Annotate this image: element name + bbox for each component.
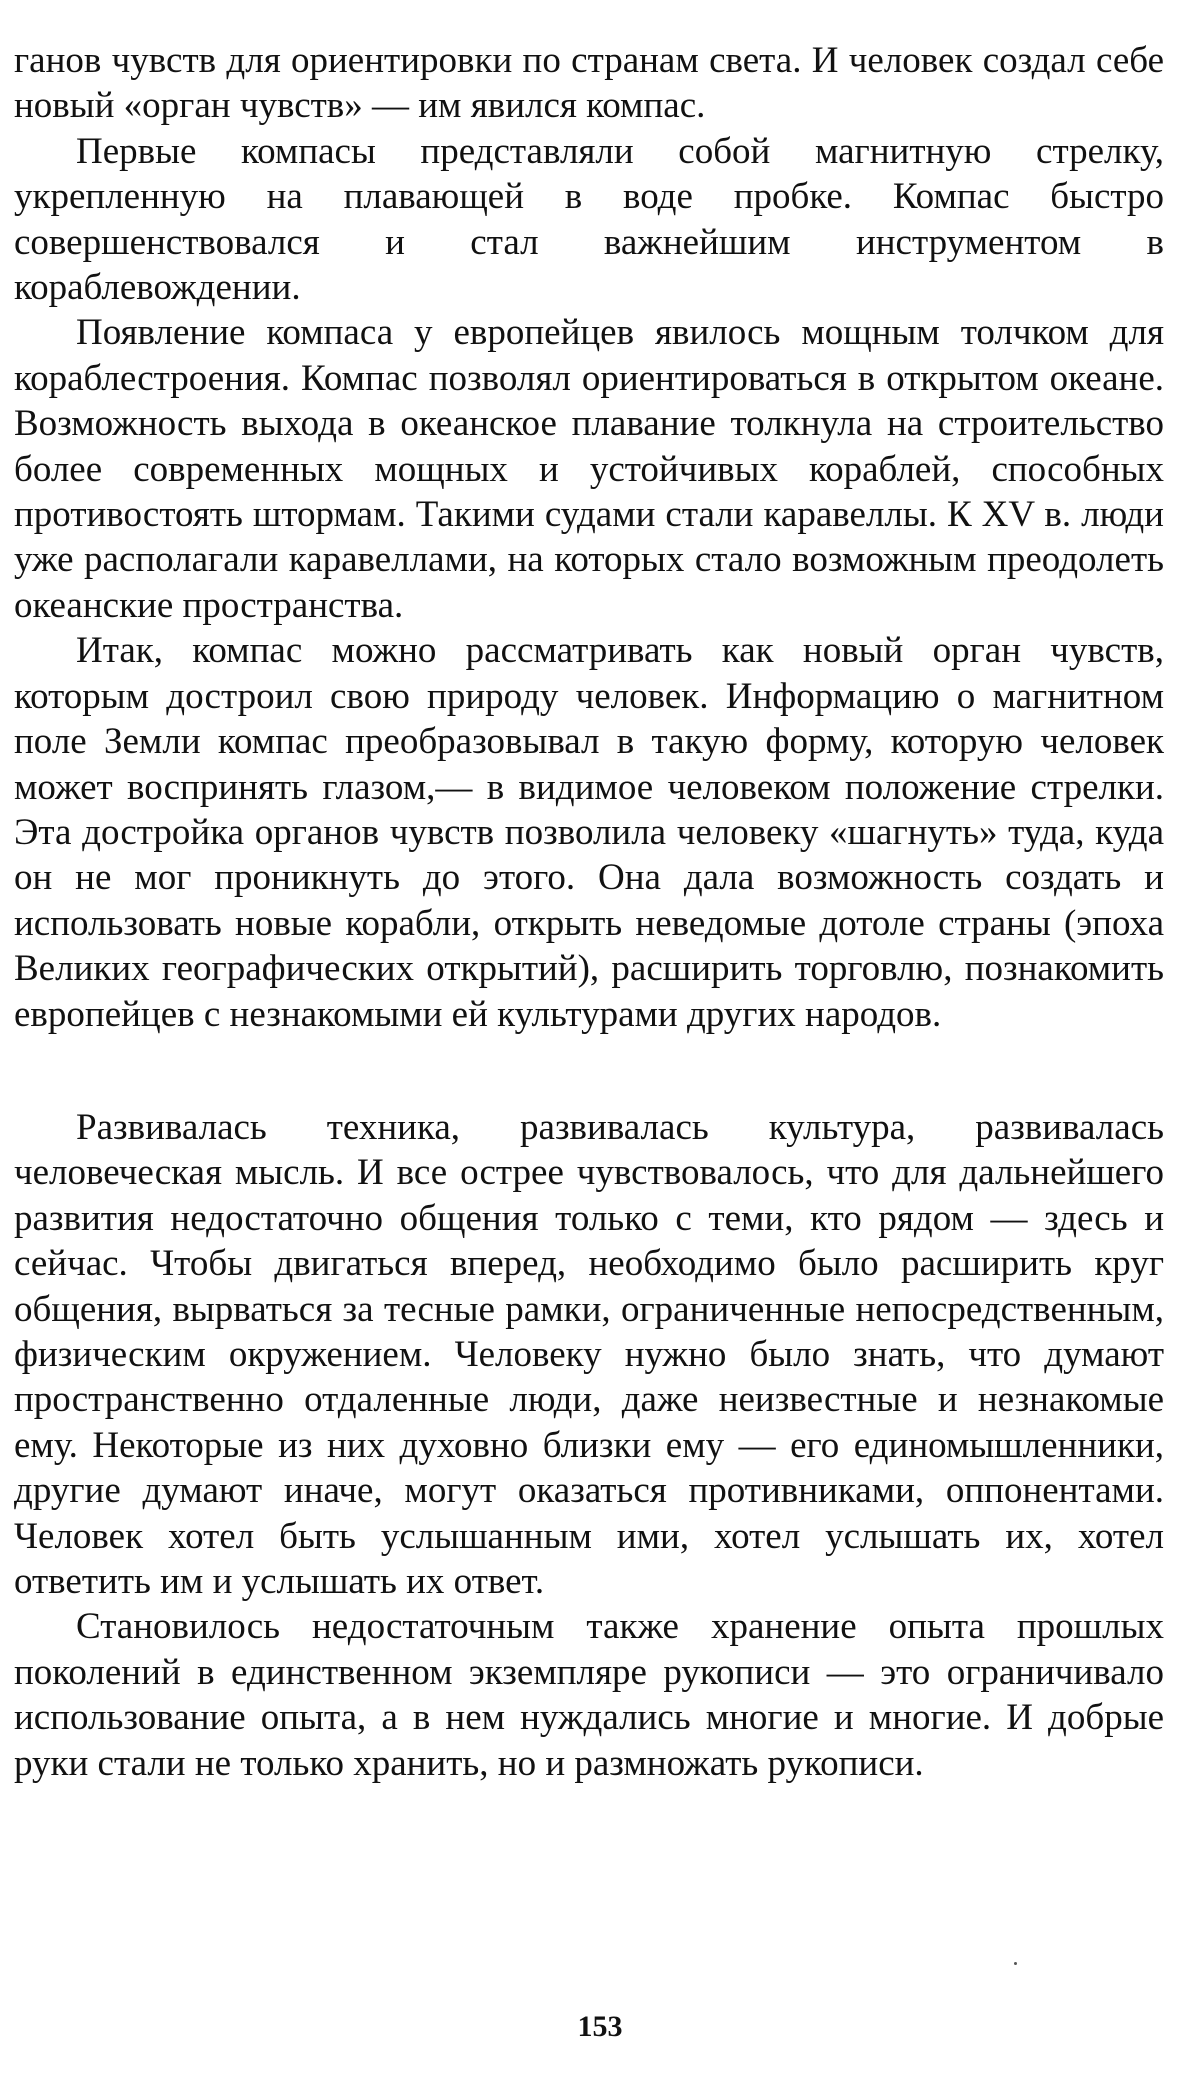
paragraph-new-sense-organ: Итак, компас можно рассматривать как новый орган чувств, которым достроил свою природу человек. Информацию о магнитном поле Земли компас преобразовывал в такую форму, которую человек может воспринять глазом,— в видимое человеком положение стрелки. Эта достройка органов чувств позволила человеку «шагнуть» туда, куда он не мог проникнуть до этого. Она дала возможность создать и использовать новые корабли, открыть неведомые дотоле страны (эпоха Великих географических открытий), расширить торговлю, познакомить европейцев с незнакомыми ей культурами других народов. — [14, 630, 1164, 1035]
section-gap — [14, 1037, 1164, 1105]
paragraph-first-compasses: Первые компасы представляли собой магнитную стрелку, укрепленную на плавающей в воде пробке. Компас быстро совершенствовался и стал важнейшим инструментом в кораблевождении. — [14, 130, 1164, 309]
paragraph-shipbuilding: Появление компаса у европейцев явилось мощным толчком для кораблестроения. Компас позволял ориентироваться в открытом океане. Возможность выхода в океанское плавание толкнула на строительство более современных мощных и устойчивых кораблей, способных противостоять штормам. Такими судами стали каравеллы. К XV в. люди уже располагали каравеллами, на которых стало возможным преодолеть океанские пространства. — [14, 312, 1164, 626]
paragraph-communication: Развивалась техника, развивалась культура, развивалась человеческая мысль. И все острее чувствовалось, что для дальнейшего развития недостаточно общения только с теми, кто рядом — здесь и сейчас. Чтобы двигаться вперед, необходимо было расширить круг общения, вырваться за тесные рамки, ограниченные непосредственным, физическим окружением. Человеку нужно было знать, что думают пространственно отдаленные люди, даже неизвестные и незнакомые ему. Некоторые из них духовно близки ему — его единомышленники, другие думают иначе, могут оказаться противниками, оппонентами. Человек хотел быть услышанным ими, хотел услышать их, хотел ответить им и услышать их ответ. — [14, 1106, 1164, 1602]
print-speck — [1014, 1962, 1017, 1965]
paragraph-continuation: ганов чувств для ориентировки по странам света. И человек создал себе новый «орган чувств» — им явился компас. — [14, 40, 1164, 127]
paragraph-manuscripts: Становилось недостаточным также хранение опыта прошлых поколений в единственном экземпляре рукописи — это ограничивало использование опыта, а в нем нуждались многие и многие. И добрые руки стали не только хранить, но и размножать рукописи. — [14, 1606, 1164, 1784]
page-body — [14, 38, 1164, 1786]
page-number: 153 — [577, 2010, 623, 2043]
